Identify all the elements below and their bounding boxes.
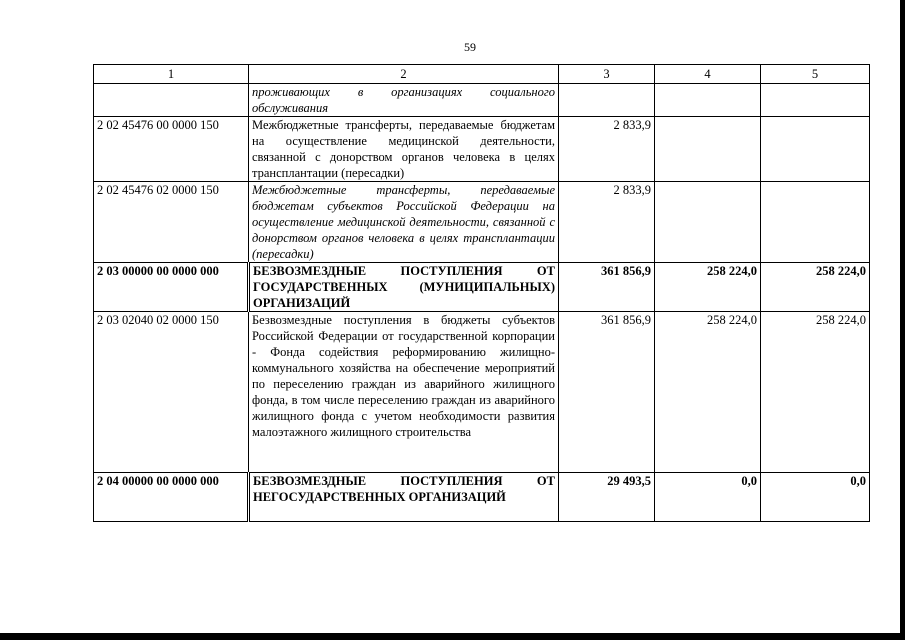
- row-description: БЕЗВОЗМЕЗДНЫЕ ПОСТУПЛЕНИЯ ОТ ГОСУДАРСТВЕННЫХ (МУНИЦИПАЛЬНЫХ) ОРГАНИЗАЦИЙ: [249, 263, 559, 312]
- value-col4: [655, 117, 761, 182]
- value-col5: [761, 117, 870, 182]
- budget-code: 2 02 45476 00 0000 150: [94, 117, 249, 182]
- budget-code: 2 03 02040 02 0000 150: [94, 312, 249, 473]
- value-col5: [761, 84, 870, 117]
- budget-code: 2 04 00000 00 0000 000: [94, 473, 249, 522]
- value-col3: [559, 84, 655, 117]
- row-description: Межбюджетные трансферты, передаваемые бюджетам на осуществление медицинской деятельности, связанной с донорством органов человека в целях трансплантации (пересадки): [249, 117, 559, 182]
- table-row: [94, 473, 870, 522]
- table-row: [94, 84, 870, 117]
- table-row: [94, 117, 870, 182]
- value-col4: 258 224,0: [655, 263, 761, 312]
- value-col3: 361 856,9: [559, 312, 655, 473]
- column-header-2: 2: [249, 65, 559, 84]
- page-number: 59: [464, 40, 476, 54]
- table-row: [94, 182, 870, 263]
- budget-code: [94, 84, 249, 117]
- row-description: Межбюджетные трансферты, передаваемые бюджетам субъектов Российской Федерации на осуществление медицинской деятельности, связанной с донорством органов человека в целях трансплантации (пересадки): [249, 182, 559, 263]
- budget-revenue-table: [93, 64, 870, 522]
- column-header-4: 4: [655, 65, 761, 84]
- row-description: проживающих в организациях социального обслуживания: [249, 84, 559, 117]
- value-col5: 258 224,0: [761, 263, 870, 312]
- scan-border-bottom: [0, 633, 905, 640]
- table-row: [94, 263, 870, 312]
- table-row: [94, 312, 870, 473]
- value-col3: 2 833,9: [559, 182, 655, 263]
- scan-border-right: [900, 0, 905, 640]
- value-col4: 258 224,0: [655, 312, 761, 473]
- column-header-1: 1: [94, 65, 249, 84]
- table-header-row: [94, 65, 870, 84]
- value-col5: [761, 182, 870, 263]
- column-header-5: 5: [761, 65, 870, 84]
- budget-code: 2 02 45476 02 0000 150: [94, 182, 249, 263]
- column-header-3: 3: [559, 65, 655, 84]
- value-col5: 0,0: [761, 473, 870, 522]
- value-col4: [655, 182, 761, 263]
- value-col3: 361 856,9: [559, 263, 655, 312]
- row-description: Безвозмездные поступления в бюджеты субъектов Российской Федерации от государственной корпорации - Фонда содействия реформированию жилищно-коммунального хозяйства на обеспечение мероприятий по переселению граждан из аварийного жилищного фонда, в том числе переселению граждан из аварийного жилищного фонда с учетом необходимости развития малоэтажного жилищного строительства: [249, 312, 559, 473]
- value-col5: 258 224,0: [761, 312, 870, 473]
- row-description: БЕЗВОЗМЕЗДНЫЕ ПОСТУПЛЕНИЯ ОТ НЕГОСУДАРСТВЕННЫХ ОРГАНИЗАЦИЙ: [249, 473, 559, 522]
- value-col3: 2 833,9: [559, 117, 655, 182]
- value-col3: 29 493,5: [559, 473, 655, 522]
- budget-code: 2 03 00000 00 0000 000: [94, 263, 249, 312]
- value-col4: [655, 84, 761, 117]
- value-col4: 0,0: [655, 473, 761, 522]
